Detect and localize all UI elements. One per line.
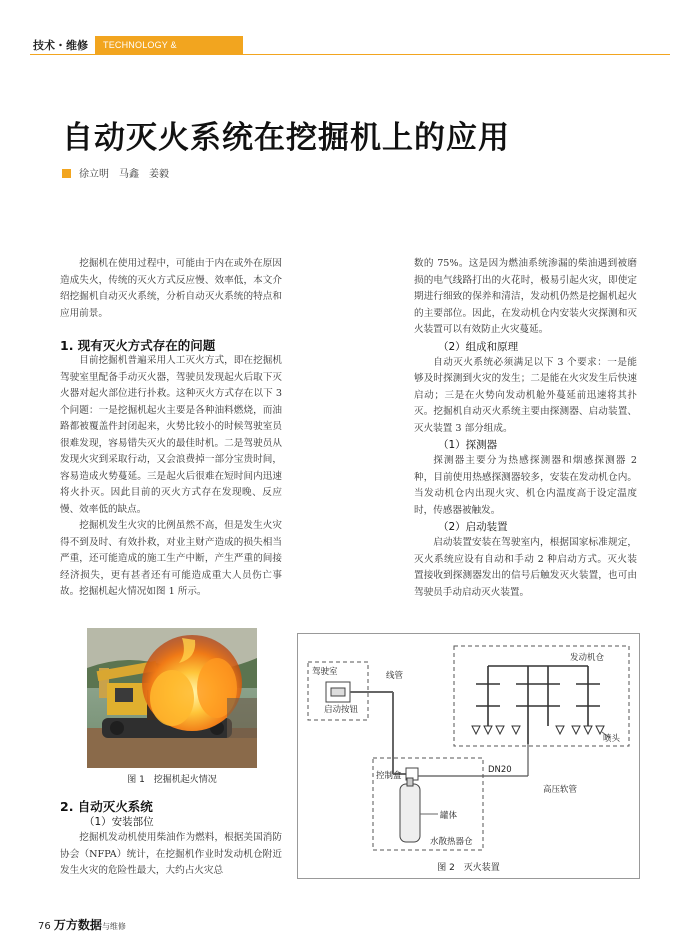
section2-heading: 2. 自动灭火系统 bbox=[60, 799, 153, 814]
nozzle-icon bbox=[584, 726, 592, 734]
nozzle-manifold bbox=[476, 666, 600, 744]
section2-subheading-1: （1）安装部位 bbox=[84, 816, 154, 828]
figure2-diagram bbox=[297, 633, 640, 879]
label-control-box: 控制盒 bbox=[376, 771, 402, 781]
nozzle-icon bbox=[556, 726, 564, 734]
section1-heading: 1. 现有灭火方式存在的问题 bbox=[60, 338, 216, 353]
footer-brand: 万方数据 bbox=[53, 918, 102, 932]
section-tab: TECHNOLOGY & MAINTENANCE bbox=[95, 36, 243, 54]
section1-paragraph-2: 挖掘机发生火灾的比例虽然不高，但是发生火灾得不到及时、有效扑救，对业主财产造成的损失相当严重，还可能造成的施工生产中断，产生严重的间接经济损失，更有甚者还有可能造成重大人员伤亡事故。挖掘机起火情况如图 1 所示。 bbox=[60, 520, 282, 597]
authors-line bbox=[62, 165, 169, 180]
figure1-photo bbox=[87, 628, 257, 768]
section2 bbox=[60, 799, 282, 880]
left-column bbox=[60, 256, 282, 601]
figure2-caption: 图 2 灭火装置 bbox=[437, 863, 500, 873]
header-rule bbox=[30, 54, 670, 55]
label-start-button: 启动按钮 bbox=[324, 705, 359, 715]
label-cab: 驾驶室 bbox=[312, 667, 338, 677]
article-title: 自动灭火系统在挖掘机上的应用 bbox=[62, 120, 510, 156]
excavator-fire-image bbox=[87, 628, 257, 768]
nozzle-icon bbox=[572, 726, 580, 734]
suppression-system-diagram bbox=[298, 634, 639, 878]
nozzle-icon bbox=[472, 726, 480, 734]
figure1-caption: 图 1 挖掘机起火情况 bbox=[127, 775, 217, 785]
label-tank: 罐体 bbox=[440, 811, 458, 821]
author-square-icon bbox=[62, 169, 71, 178]
section1-paragraph-1: 目前挖掘机普遍采用人工灭火方式，即在挖掘机驾驶室里配备手动灭火器，驾驶员发现起火后取下灭火器对起火部位进行扑救。这种灭火方式存在以下 3 个问题：一是挖掘机起火主要是各种油料燃烧，而油路都被覆盖件封闭起来，火势比较小的时候驾驶室员很难发现，容易错失灭火的最佳时机。二是驾驶员从发现火灾到采取行动，又会浪费掉一部分宝贵时间，容易造成火势蔓延。三是起火后很难在短时间内迅速将火扑灭。因此目前的灭火方式存在发现晚、反应慢、效率低的缺点。 bbox=[60, 355, 282, 515]
nozzle-icon bbox=[484, 726, 492, 734]
label-conduit: 线管 bbox=[386, 671, 404, 681]
tank-valve-icon bbox=[407, 778, 413, 786]
authors: 徐立明 马鑫 姜毅 bbox=[79, 169, 169, 180]
tank-icon bbox=[400, 784, 420, 842]
right-paragraph-0: 数的 75%。这是因为燃油系统渗漏的柴油遇到被磨损的电气线路打出的火花时，极易引起火灾，即使定期进行细致的保养和清洁，发动机仍然是挖掘机起火的主要部位。因此，在发动机仓内安装火灾探测和灭火装置可以有效防止火灾蔓延。 bbox=[414, 258, 637, 335]
right-paragraph-2: 探测器主要分为热感探测器和烟感探测器 2 种，目前使用热感探测器较多，安装在发动机仓内。当发动机仓内出现火灾、机仓内温度高于设定温度时，传感器被触发。 bbox=[414, 455, 637, 516]
footer-sub: 与维修 bbox=[101, 922, 126, 931]
right-column bbox=[414, 256, 637, 601]
page-footer bbox=[38, 916, 126, 933]
label-engine-compartment: 发动机仓 bbox=[570, 653, 605, 663]
subheading-detector: （1）探测器 bbox=[438, 439, 498, 451]
nozzle-icon bbox=[512, 726, 520, 734]
label-nozzle: 喷头 bbox=[603, 734, 621, 744]
nozzles bbox=[472, 726, 604, 734]
start-button-icon bbox=[331, 688, 345, 696]
right-paragraph-1: 自动灭火系统必须满足以下 3 个要求：一是能够及时探测到火灾的发生；二是能在火灾发生后快速启动；三是在火势向发动机舱外蔓延前迅速将其扑灭。挖掘机自动灭火系统主要由探测器、启动装置、灭火装置 3 部分组成。 bbox=[414, 356, 637, 434]
section-label: 技术・维修 bbox=[33, 39, 88, 52]
subheading-composition: （2）组成和原理 bbox=[438, 340, 519, 353]
page-number: 76 bbox=[38, 921, 51, 932]
label-tank-compartment: 水散热器仓 bbox=[430, 837, 473, 847]
subheading-starter: （2）启动装置 bbox=[438, 521, 508, 533]
right-paragraph-3: 启动装置安装在驾驶室内，根据国家标准规定，灭火系统应设有自动和手动 2 种启动方式。灭火装置接收到探测器发出的信号后触发灭火装置，也可由驾驶员手动启动灭火装置。 bbox=[414, 537, 637, 598]
intro-paragraph: 挖掘机在使用过程中，可能由于内在或外在原因造成失火，传统的灭火方式反应慢、效率低，本文介绍挖掘机自动灭火系统，分析自动灭火系统的特点和应用前景。 bbox=[60, 258, 282, 319]
nozzle-icon bbox=[496, 726, 504, 734]
label-hose: 高压软管 bbox=[543, 785, 578, 795]
label-dn20: DN20 bbox=[488, 765, 512, 775]
section2-paragraph-1: 挖掘机发动机使用柴油作为燃料，根据美国消防协会（NFPA）统计，在挖掘机作业时发动机仓附近发生火灾的危险性最大，大约占火灾总 bbox=[60, 832, 282, 876]
